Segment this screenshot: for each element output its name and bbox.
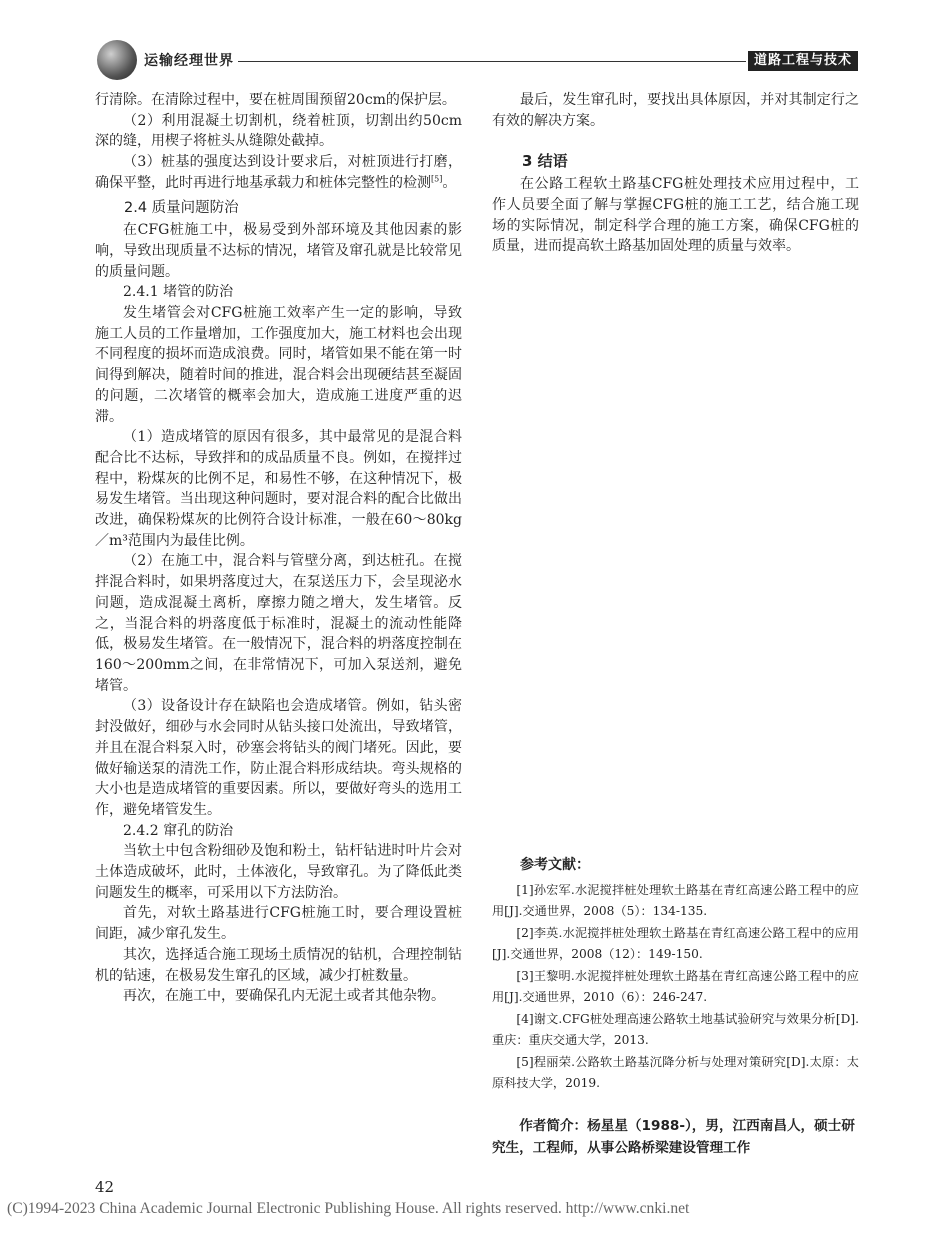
journal-brand: 运输经理世界 [144, 53, 234, 69]
references-heading: 参考文献： [520, 857, 590, 873]
paragraph: 其次，选择适合施工现场土质情况的钻机，合理控制钻机的钻速，在极易发生窜孔的区域，减少打桩数量。 [95, 946, 462, 984]
paragraph: 在公路工程软土路基CFG桩处理技术应用过程中，工作人员要全面了解与掌握CFG桩的施工工艺，结合施工现场的实际情况，制定科学合理的施工方案，确保CFG桩的质量，进而提高软土路基加固处理的质量与效率。 [492, 176, 859, 255]
reference-item: [3]王黎明.水泥搅拌桩处理软土路基在青红高速公路工程中的应用[J].交通世界，2010（6）：246-247. [492, 968, 859, 1004]
paragraph: 当软土中包含粉细砂及饱和粉土，钻杆钻进时叶片会对土体造成破坏，此时，土体液化，导致窜孔。为了降低此类问题发生的概率，可采用以下方法防治。 [95, 843, 462, 901]
reference-item: [2]李英.水泥搅拌桩处理软土路基在青红高速公路工程中的应用[J].交通世界，2008（12）：149-150. [492, 925, 859, 961]
paragraph: （1）造成堵管的原因有很多，其中最常见的是混合料配合比不达标，导致拌和的成品质量不良。例如，在搅拌过程中，粉煤灰的比例不足，和易性不够，在这种情况下，极易发生堵管。当出现这种问题时，要对混合料的配合比做出改进，确保粉煤灰的比例符合设计标准，一般在60～80kg／m³范围内为最佳比例。 [95, 429, 462, 549]
paragraph: 最后，发生窜孔时，要找出具体原因，并对其制定行之有效的解决方案。 [492, 92, 859, 129]
copyright-footer: (C)1994-2023 China Academic Journal Electronic Publishing House. All rights reserved. http://www.cnki.net [7, 1200, 690, 1217]
paragraph: 首先，对软土路基进行CFG桩施工时，要合理设置桩间距，减少窜孔发生。 [95, 905, 462, 943]
paragraph: 发生堵管会对CFG桩施工效率产生一定的影响，导致施工人员的工作量增加，工作强度加大，施工材料也会出现不同程度的损坏而造成浪费。同时，堵管如果不能在第一时间得到解决，随着时间的推进，混合料会出现硬结甚至凝固的问题，二次堵管的概率会加大，造成施工进度严重的迟滞。 [95, 305, 462, 425]
reference-item: [5]程丽荣.公路软土路基沉降分析与处理对策研究[D].太原：太原科技大学，2019. [492, 1054, 859, 1090]
header-rule [238, 61, 746, 62]
author-bio: 作者简介：杨星星（1988-），男，江西南昌人，硕士研究生，工程师，从事公路桥梁建设管理工作 [492, 1118, 855, 1156]
paragraph-end: 。 [442, 174, 457, 191]
reference-item: [1]孙宏军.水泥搅拌桩处理软土路基在青红高速公路工程中的应用[J].交通世界，2008（5）：134-135. [492, 882, 859, 918]
right-column [492, 90, 859, 257]
paragraph: 在CFG桩施工中，极易受到外部环境及其他因素的影响，导致出现质量不达标的情况，堵管及窜孔就是比较常见的质量问题。 [95, 222, 462, 280]
paragraph: （3）设备设计存在缺陷也会造成堵管。例如，钻头密封没做好，细砂与水会同时从钻头接口处流出，导致堵管，并且在混合料泵入时，砂塞会将钻头的阀门堵死。因此，要做好输送泵的清洗工作，防止混合料形成结块。弯头规格的大小也是造成堵管的重要因素。所以，要做好弯头的选用工作，避免堵管发生。 [95, 698, 462, 818]
section-heading: 2.4 质量问题防治 [124, 199, 239, 216]
subsection-heading: 2.4.1 堵管的防治 [123, 284, 234, 301]
references [492, 855, 859, 1095]
citation: [5] [431, 174, 443, 184]
paragraph: （2）利用混凝土切割机，绕着桩顶，切割出约50cm深的缝，用楔子将桩头从缝隙处截掉。 [95, 112, 462, 150]
reference-item: [4]谢文.CFG桩处理高速公路软土地基试验研究与效果分析[D].重庆：重庆交通大学，2013. [492, 1011, 859, 1047]
journal-logo-globe-icon [97, 40, 137, 80]
paragraph: 行清除。在清除过程中，要在桩周围预留20cm的保护层。 [95, 92, 456, 108]
section-heading: 3 结语 [522, 152, 568, 171]
paragraph [95, 152, 462, 193]
page-number: 42 [95, 1178, 115, 1196]
paragraph-text: （3）桩基的强度达到设计要求后，对桩顶进行打磨，确保平整，此时再进行地基承载力和桩体完整性的检测 [95, 154, 462, 191]
section-tag: 道路工程与技术 [748, 51, 858, 71]
paragraph: （2）在施工中，混合料与管壁分离，到达桩孔。在搅拌混合料时，如果坍落度过大，在泵送压力下，会呈现泌水问题，造成混凝土离析，摩擦力随之增大，发生堵管。反之，当混合料的坍落度低于标准时，混凝土的流动性能降低，极易发生堵管。在一般情况下，混合料的坍落度控制在160～200mm之间，在非常情况下，可加入泵送剂，避免堵管。 [95, 553, 462, 694]
paragraph: 再次，在施工中，要确保孔内无泥土或者其他杂物。 [123, 988, 445, 1005]
left-column [95, 90, 462, 1007]
subsection-heading: 2.4.2 窜孔的防治 [123, 822, 234, 839]
